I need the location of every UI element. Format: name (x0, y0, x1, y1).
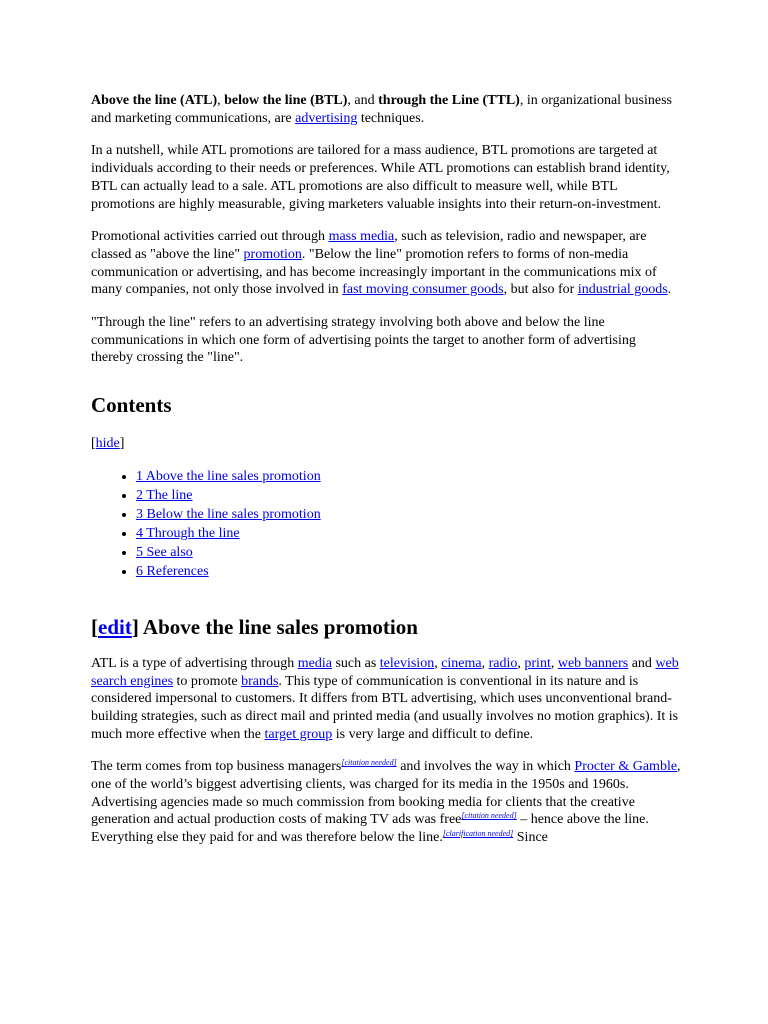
toc-item (136, 543, 681, 562)
citation-needed-note (461, 811, 516, 820)
hide-link[interactable]: hide (95, 436, 120, 452)
clarification-needed-note (443, 829, 513, 838)
citation-needed-link[interactable]: [citation needed] (461, 811, 517, 821)
contents-heading: Contents (91, 393, 172, 418)
citation-needed-link[interactable]: [citation needed] (341, 758, 397, 768)
promotion-link[interactable]: promotion (243, 246, 302, 262)
ttl-term: through the Line (TTL) (378, 93, 520, 108)
target-group-link[interactable]: target group (264, 726, 333, 742)
through-the-line-paragraph: "Through the line" refers to an advertising strategy involving both above and below the line communications in which one form of advertising points the target to another form of advertising thereby crossing the "line". (91, 315, 636, 366)
toc-link-see-also[interactable]: 5 See also (136, 544, 193, 560)
toc-link-through-the-line[interactable]: 4 Through the line (136, 525, 240, 541)
mass-media-link[interactable]: mass media (328, 229, 395, 245)
atl-definition-paragraph: ATL is a type of advertising through media such as television, cinema, radio, print, web banners and web search engines to promote brands. This type of communication is conventional in its nature and is considered impersonal to customers. It differs from BTL advertising, which uses unconventional brand-building strategies, such as direct mail and printed media (and usually involves no motion graphics). It is much more effective when the target group is very large and difficult to define. (91, 655, 679, 742)
toc-link-the-line[interactable]: 2 The line (136, 487, 193, 503)
web-banners-link[interactable]: web banners (557, 655, 629, 671)
toc-item (136, 467, 681, 486)
toc-item (136, 524, 681, 543)
advertising-link[interactable]: advertising (295, 110, 358, 126)
nutshell-paragraph: In a nutshell, while ATL promotions are tailored for a mass audience, BTL promotions are targeted at individuals according to their needs or preferences. While ATL promotions can establish brand identity, BTL can actually lead to a sale. ATL promotions are also difficult to measure well, while BTL promotions are highly measurable, giving marketers valuable insights into their return-on-investment. (91, 143, 670, 212)
promotional-paragraph: Promotional activities carried out through mass media, such as television, radio and newspaper, are classed as "above the line" promotion. "Below the line" promotion refers to forms of non-media communication or advertising, and has become increasingly important in the communications mix of many companies, not only those involved in fast moving consumer goods, but also for industrial goods. (91, 229, 672, 298)
web-search-engines-link[interactable]: web search engines (91, 655, 679, 689)
toc-item (136, 505, 681, 524)
brands-link[interactable]: brands (241, 673, 279, 689)
btl-term: below the line (BTL) (224, 93, 348, 108)
toc-link-references[interactable]: 6 References (136, 563, 209, 579)
print-link[interactable]: print (524, 655, 551, 671)
industrial-goods-link[interactable]: industrial goods (577, 282, 668, 298)
edit-link[interactable]: edit (98, 614, 132, 639)
media-link[interactable]: media (297, 655, 332, 671)
toc-item (136, 562, 681, 581)
radio-link[interactable]: radio (488, 655, 518, 671)
cinema-link[interactable]: cinema (441, 655, 482, 671)
toc-link-above-the-line[interactable]: 1 Above the line sales promotion (136, 468, 321, 484)
television-link[interactable]: television (379, 655, 435, 671)
intro-paragraph: Above the line (ATL), below the line (BTL), and through the Line (TTL), in organizational business and marketing communications, are advertising techniques. (91, 93, 673, 126)
procter-gamble-link[interactable]: Procter & Gamble (574, 759, 678, 775)
section-heading: [edit] Above the line sales promotion (91, 614, 418, 639)
clarification-needed-link[interactable]: [clarification needed] (442, 829, 514, 839)
fmcg-link[interactable]: fast moving consumer goods (342, 282, 504, 298)
atl-term: Above the line (ATL) (91, 93, 218, 108)
section-title: Above the line sales promotion (138, 614, 418, 639)
term-origin-paragraph: The term comes from top business managers[citation needed] and involves the way in which Procter & Gamble, one of the world’s biggest advertising clients, was charged for its media in the 1950s and 1960s. Advertising agencies made so much commission from booking media for clients that the creative generation and actual production costs of making TV ads was free[citation needed] – hence above the line. Everything else they paid for and was therefore below the line.[clarification needed] Since (91, 758, 681, 846)
toc-toggle: [hide] (91, 436, 125, 452)
article-body (91, 92, 681, 862)
toc-item (136, 486, 681, 505)
citation-needed-note (341, 758, 396, 767)
toc-link-below-the-line[interactable]: 3 Below the line sales promotion (136, 506, 321, 522)
table-of-contents (91, 467, 681, 581)
